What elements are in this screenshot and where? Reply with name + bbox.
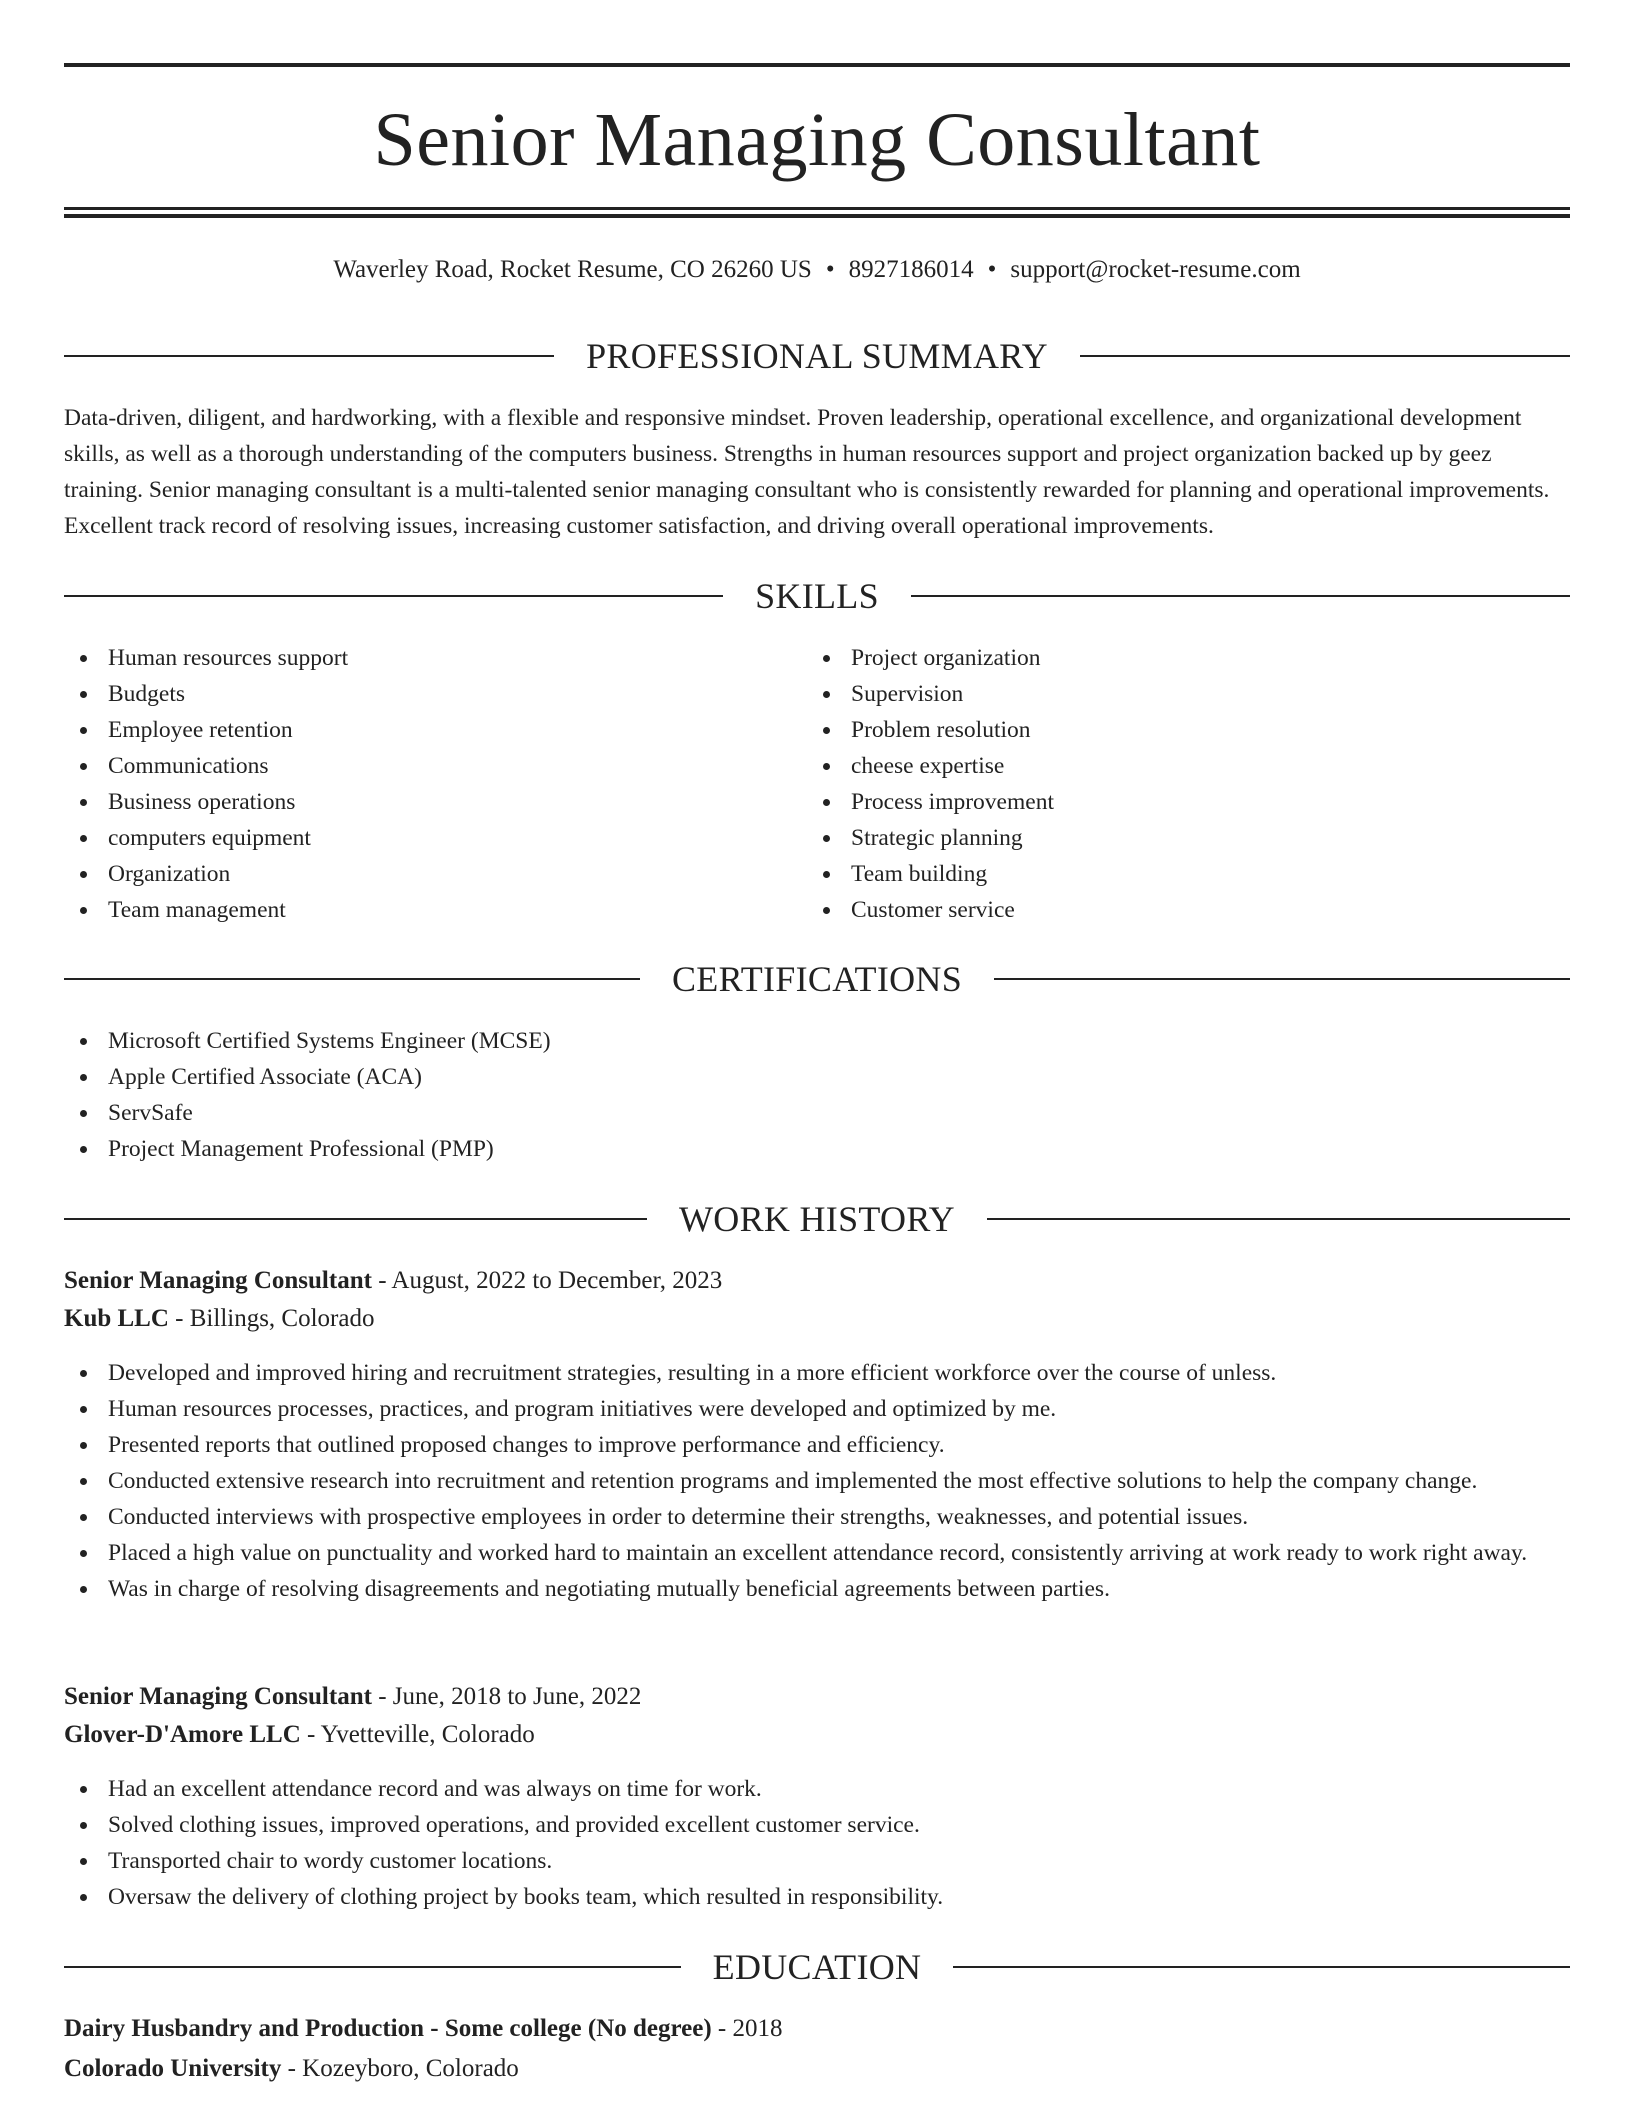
job-title: Senior Managing Consultant [64, 1267, 372, 1294]
job-bullet: Human resources processes, practices, and program initiatives were developed and optimized by me. [64, 1391, 1570, 1427]
heading-rule [64, 1218, 647, 1220]
section-heading-skills [64, 574, 1570, 618]
contact-phone: 8927186014 [848, 256, 974, 283]
skill-item: Problem resolution [807, 712, 1527, 748]
job-company: Kub LLC [64, 1305, 169, 1332]
job-location: - Billings, Colorado [168, 1305, 375, 1332]
job-dates: - August, 2022 to December, 2023 [371, 1267, 723, 1294]
skill-item: Strategic planning [807, 820, 1527, 856]
job-bullet: Was in charge of resolving disagreements and negotiating mutually beneficial agreements between parties. [64, 1571, 1570, 1607]
job-bullet: Oversaw the delivery of clothing project by books team, which resulted in responsibility. [64, 1879, 1570, 1915]
skill-item: Process improvement [807, 784, 1527, 820]
skill-item: Team building [807, 856, 1527, 892]
section-heading-summary [64, 334, 1570, 378]
header-top-rule [64, 63, 1570, 67]
header-double-rule [64, 207, 1570, 218]
skill-item: Organization [64, 856, 784, 892]
heading-rule [994, 978, 1570, 980]
section-title: SKILLS [755, 576, 879, 616]
skill-item: Supervision [807, 676, 1527, 712]
job-bullet: Developed and improved hiring and recruitment strategies, resulting in a more efficient workforce over the course of unless. [64, 1355, 1570, 1391]
contact-separator: • [987, 256, 997, 283]
summary-paragraph: Data-driven, diligent, and hardworking, with a flexible and responsive mindset. Proven leadership, operational excellence, and organizational development skills, as well as a thorough understanding of the computers business. Strengths in human resources support and project organization backed up by geez training. Senior managing consultant is a multi-talented senior managing consultant who is consistently rewarded for planning and operational improvements. Excellent track record of resolving issues, increasing customer satisfaction, and driving overall operational improvements. [64, 405, 1550, 539]
job-bullet: Had an excellent attendance record and was always on time for work. [64, 1771, 1570, 1807]
job-bullet: Conducted interviews with prospective employees in order to determine their strengths, weaknesses, and potential issues. [64, 1499, 1570, 1535]
job-company-line [64, 1716, 1570, 1754]
contact-address: Waverley Road, Rocket Resume, CO 26260 US [333, 256, 812, 283]
skill-item: Budgets [64, 676, 784, 712]
skill-item: Business operations [64, 784, 784, 820]
job-bullet: Transported chair to wordy customer locations. [64, 1843, 1570, 1879]
heading-rule [64, 355, 554, 357]
contact-separator: • [825, 256, 835, 283]
certifications-list [64, 1023, 1570, 1167]
certification-item: Microsoft Certified Systems Engineer (MCSE) [64, 1023, 1570, 1059]
skills-list-right [807, 640, 1527, 928]
heading-rule [64, 595, 723, 597]
contact-email: support@rocket-resume.com [1010, 256, 1301, 283]
job-company-line [64, 1300, 1570, 1338]
certification-item: Apple Certified Associate (ACA) [64, 1059, 1570, 1095]
skills-list-left [64, 640, 784, 928]
job-bullets [64, 1355, 1570, 1607]
section-title: EDUCATION [712, 1947, 922, 1987]
education-school: Colorado University [64, 2055, 282, 2082]
skill-item: Communications [64, 748, 784, 784]
job-title: Senior Managing Consultant [64, 1683, 372, 1710]
skill-item: Project organization [807, 640, 1527, 676]
section-heading-work-history [64, 1197, 1570, 1241]
education-degree: Dairy Husbandry and Production - Some college (No degree) [64, 2015, 712, 2042]
section-title: CERTIFICATIONS [671, 959, 963, 999]
heading-rule [953, 1966, 1570, 1968]
job-bullet: Placed a high value on punctuality and worked hard to maintain an excellent attendance record, consistently arriving at work ready to work right away. [64, 1535, 1570, 1571]
heading-rule [911, 595, 1570, 597]
education-school-line [64, 2050, 1570, 2088]
job-bullet: Conducted extensive research into recruitment and retention programs and implemented the most effective solutions to help the company change. [64, 1463, 1570, 1499]
skill-item: cheese expertise [807, 748, 1527, 784]
skill-item: Employee retention [64, 712, 784, 748]
job-title-line [64, 1262, 1570, 1300]
heading-rule [64, 978, 640, 980]
job-bullets [64, 1771, 1570, 1915]
education-degree-line [64, 2010, 1570, 2048]
heading-rule [1080, 355, 1570, 357]
resume-title: Senior Managing Consultant [373, 98, 1261, 182]
certification-item: Project Management Professional (PMP) [64, 1131, 1570, 1167]
skill-item: computers equipment [64, 820, 784, 856]
job-title-line [64, 1678, 1570, 1716]
job-dates: - June, 2018 to June, 2022 [371, 1683, 642, 1710]
skill-item: Customer service [807, 892, 1527, 928]
heading-rule [987, 1218, 1570, 1220]
education-year: - 2018 [711, 2015, 783, 2042]
job-company: Glover-D'Amore LLC [64, 1721, 301, 1748]
education-location: - Kozeyboro, Colorado [281, 2055, 519, 2082]
job-bullet: Presented reports that outlined proposed changes to improve performance and efficiency. [64, 1427, 1570, 1463]
section-heading-education [64, 1945, 1570, 1989]
certification-item: ServSafe [64, 1095, 1570, 1131]
section-heading-certifications [64, 957, 1570, 1001]
heading-rule [64, 1966, 681, 1968]
skill-item: Team management [64, 892, 784, 928]
contact-line [64, 253, 1570, 287]
section-title: WORK HISTORY [679, 1199, 955, 1239]
job-location: - Yvetteville, Colorado [300, 1721, 535, 1748]
job-bullet: Solved clothing issues, improved operations, and provided excellent customer service. [64, 1807, 1570, 1843]
skill-item: Human resources support [64, 640, 784, 676]
section-title: PROFESSIONAL SUMMARY [586, 336, 1048, 376]
